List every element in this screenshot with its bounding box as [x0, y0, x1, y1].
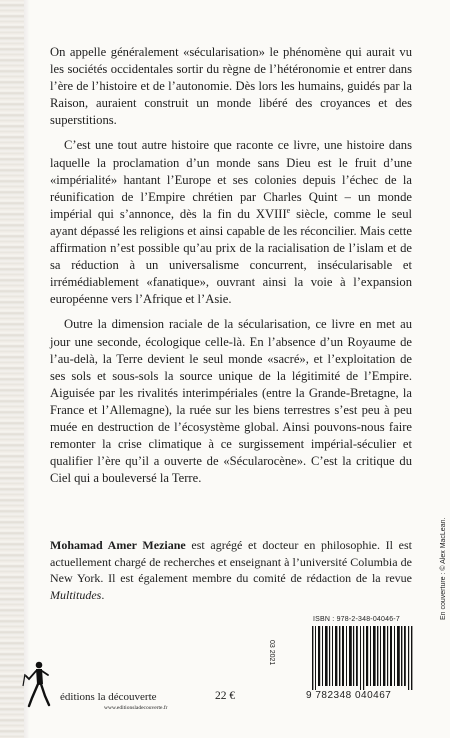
publisher-website: www.editionsladecouverte.fr — [104, 705, 168, 711]
blurb-paragraph-3: Outre la dimension raciale de la sécularisation, ce livre en met au jour une seconde, écologique celle-là. En l’absence d’un Royaume de l’au-delà, la Terre devient le seul monde «sacré», et l’exploitation de ses sols et sous-sols la source unique de la légitimité de l’Empire. Aiguisée par les rivalités interimpériales (entre la Grande-Bretagne, la France et l’Allemagne), la ruée sur les biens terrestres s’est peu à peu muée en destruction de l’écosystème global. Ainsi pouvons-nous faire remonter la crise climatique à ce surgissement impérial-séculier et qualifier l’ère qu’il a ouverte de «Sécularocène». C’est la critique du Ciel qui a bouleversé la Terre. — [50, 317, 412, 486]
blurb-paragraph-2-part-b: siècle, comme le seul ayant dépassé les religions et ainsi capable de les réconcilier. Mais cette affirmation n’est possible qu’au prix de la racialisation de l’islam et de sa réduction à un universalisme concurrent, insécularisable et irrémédiablement «fanatique», ouvrant ainsi la voie à l’expansion européenne vers l’Afrique et l’Asie. — [50, 206, 412, 307]
author-bio-text: est agrégé et docteur en philosophie. Il est actuellement chargé de recherches et enseignant à l’université Columbia de New York. Il est également membre du comité de rédaction de la revue — [50, 538, 412, 585]
print-date-code: 03 2021 — [268, 640, 275, 666]
century-superscript: e — [286, 205, 291, 215]
price-label: 22 € — [215, 690, 236, 702]
publisher-name: éditions la découverte — [60, 691, 157, 703]
journal-name: Multitudes — [50, 587, 102, 602]
blurb-paragraph-1: On appelle généralement «sécularisation» le phénomène qui aurait vu les sociétés occidentales sortir du règne de l’hétéronomie et entrer dans l’ère de l’histoire et de l’autonomie. Dès lors les humains, guidés par la Raison, auraient construit un monde libéré des croyances et des superstitions. — [50, 45, 412, 128]
isbn-label: ISBN : 978-2-348-04046-7 — [313, 616, 400, 623]
spine-edge — [0, 0, 24, 738]
blurb-text — [50, 44, 412, 495]
barcode-icon — [308, 626, 418, 692]
blurb-paragraph-2 — [50, 137, 412, 308]
walking-figure-icon — [18, 658, 58, 708]
blurb-paragraph-2-part-a: C’est une tout autre histoire que raconte ce livre, une histoire dans laquelle la proclamation d’un monde sans Dieu est le fruit d’une «impérialité» hantant l’Europe et ses colonies depuis l’échec de la réunification de l’Empire chrétien par Charles Quint – un monde impérial qui s’annonce, dès la fin du XVIII — [50, 138, 412, 221]
author-bio — [50, 537, 412, 603]
author-name: Mohamad Amer Meziane — [50, 538, 186, 552]
author-bio-end: . — [101, 587, 105, 602]
barcode-number: 9 782348 040467 — [306, 690, 420, 701]
cover-credit: En couverture : © Alex MacLean. — [440, 517, 447, 620]
